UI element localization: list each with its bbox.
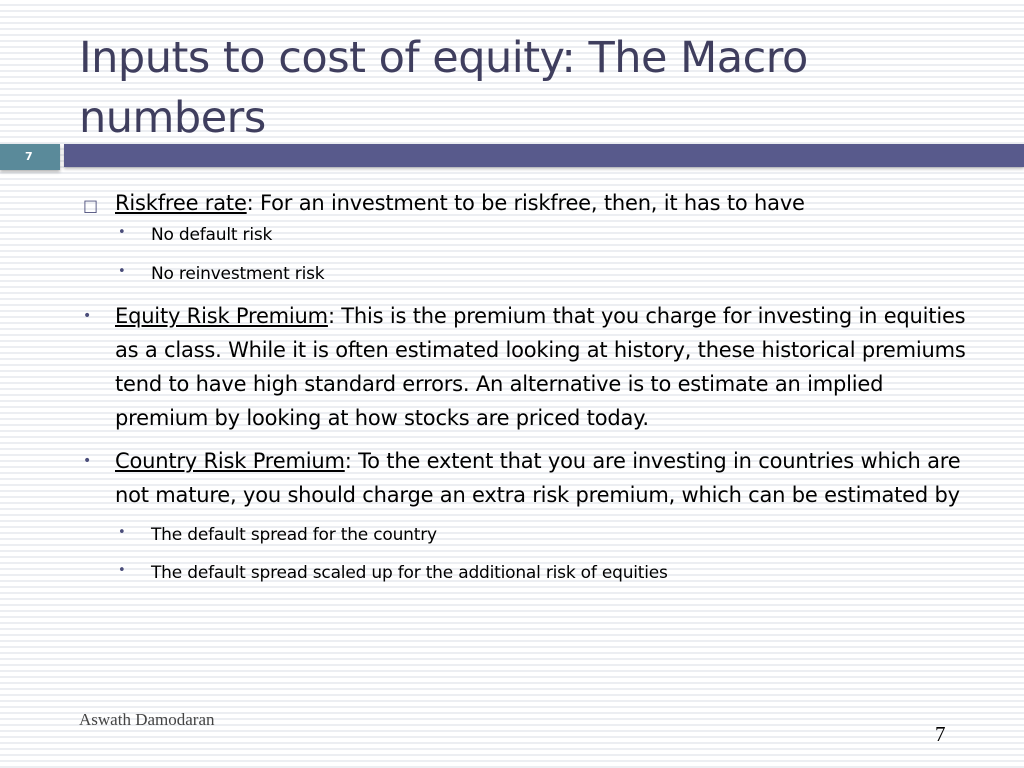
- sub-bullet-scaled-default-spread: [78, 561, 978, 585]
- sub-bullet-label: The default spread scaled up for the additional risk of equities: [151, 563, 668, 583]
- riskfree-rate-text: : For an investment to be riskfree, then, it has to have: [246, 191, 805, 215]
- bullet-dot-icon: •: [118, 225, 126, 240]
- bullet-riskfree-rate: [78, 186, 978, 220]
- sub-bullet-no-default-risk: [78, 223, 978, 247]
- slide-number-tab: [0, 144, 60, 170]
- sub-bullet-no-reinvestment-risk: [78, 262, 978, 286]
- bullet-dot-icon: •: [118, 563, 126, 578]
- slide-number-tab-label: 7: [25, 150, 33, 163]
- title-divider-bar: [64, 144, 1024, 167]
- equity-risk-premium-text: : This is the premium that you charge for investing in equities as a class. While it is often estimated looking at history, these historical premiums tend to have high standard errors. An alternative is to estimate an implied premium by looking at how stocks are priced today.: [115, 304, 966, 430]
- bullet-dot-icon: •: [118, 264, 126, 279]
- bullet-dot-icon: •: [83, 308, 92, 324]
- riskfree-rate-term: Riskfree rate: [115, 191, 247, 215]
- slide-body: [78, 186, 978, 585]
- bullet-country-risk-premium: [78, 444, 978, 512]
- bullet-dot-icon: •: [118, 525, 126, 540]
- sub-bullet-label: The default spread for the country: [151, 525, 437, 545]
- bullet-equity-risk-premium: [78, 299, 978, 435]
- country-risk-premium-term: Country Risk Premium: [115, 449, 345, 473]
- sub-bullet-label: No reinvestment risk: [151, 264, 325, 284]
- sub-bullet-default-spread: [78, 523, 978, 547]
- slide-title: Inputs to cost of equity: The Macro numbers: [79, 33, 808, 143]
- equity-risk-premium-term: Equity Risk Premium: [115, 304, 328, 328]
- sub-bullet-label: No default risk: [151, 225, 273, 245]
- page-number: 7: [935, 722, 946, 746]
- footer-author: Aswath Damodaran: [79, 710, 215, 729]
- square-bullet-icon: □: [83, 196, 98, 215]
- country-risk-premium-text: : To the extent that you are investing in countries which are not mature, you should charge an extra risk premium, which can be estimated by: [115, 449, 961, 507]
- bullet-dot-icon: •: [83, 453, 92, 469]
